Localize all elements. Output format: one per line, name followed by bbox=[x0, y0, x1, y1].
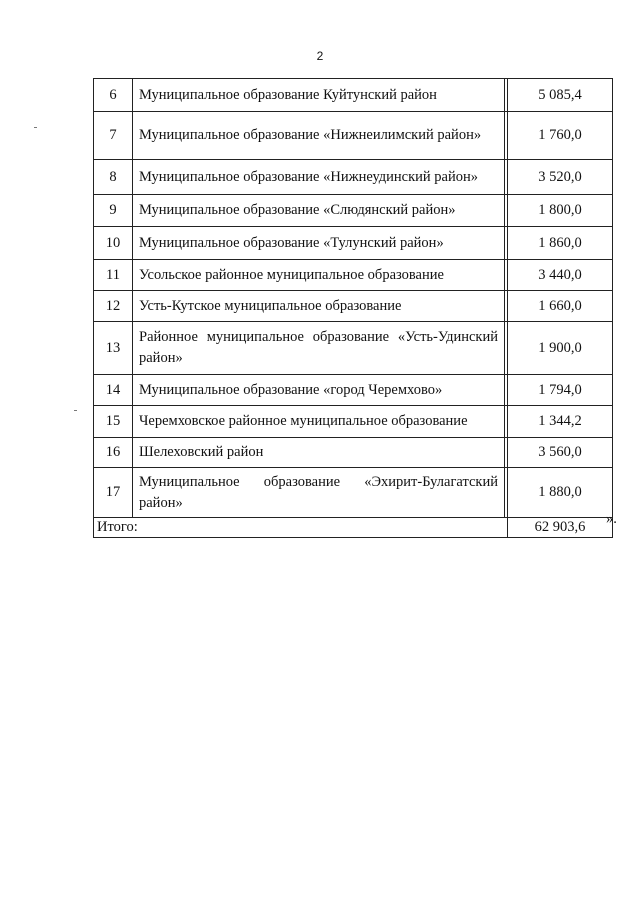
table-row bbox=[94, 322, 613, 375]
amount-value: 1 900,0 bbox=[508, 322, 613, 375]
closing-quote-mark: ». bbox=[606, 511, 617, 527]
table-row bbox=[94, 160, 613, 195]
municipality-name: Муниципальное образование «Нижнеудинский район» bbox=[133, 160, 505, 195]
municipality-name: Муниципальное образование «Нижнеилимский район» bbox=[133, 112, 505, 160]
row-number: 10 bbox=[94, 227, 133, 260]
table-row bbox=[94, 112, 613, 160]
scan-speck bbox=[74, 410, 77, 411]
row-number: 16 bbox=[94, 438, 133, 468]
amount-value: 1 880,0 bbox=[508, 468, 613, 518]
total-amount: 62 903,6 bbox=[508, 518, 613, 538]
page-number: 2 bbox=[316, 49, 324, 63]
table-row bbox=[94, 79, 613, 112]
amount-value: 1 344,2 bbox=[508, 406, 613, 438]
municipality-name: Районное муниципальное образование «Усть-Удинский район» bbox=[133, 322, 505, 375]
amount-value: 1 800,0 bbox=[508, 195, 613, 227]
municipality-name: Муниципальное образование «Эхирит-Булагатский район» bbox=[133, 468, 505, 518]
municipality-name: Муниципальное образование «Тулунский район» bbox=[133, 227, 505, 260]
amount-value: 1 794,0 bbox=[508, 375, 613, 406]
table-row bbox=[94, 438, 613, 468]
table-row bbox=[94, 227, 613, 260]
municipality-name: Усольское районное муниципальное образование bbox=[133, 260, 505, 291]
row-number: 9 bbox=[94, 195, 133, 227]
scan-speck bbox=[34, 127, 37, 128]
row-number: 8 bbox=[94, 160, 133, 195]
amount-value: 3 520,0 bbox=[508, 160, 613, 195]
table-row bbox=[94, 375, 613, 406]
row-number: 15 bbox=[94, 406, 133, 438]
amount-value: 1 760,0 bbox=[508, 112, 613, 160]
row-number: 12 bbox=[94, 291, 133, 322]
table-row bbox=[94, 291, 613, 322]
municipality-name: Муниципальное образование «город Черемхово» bbox=[133, 375, 505, 406]
amount-value: 3 440,0 bbox=[508, 260, 613, 291]
table-row bbox=[94, 406, 613, 438]
municipality-name: Черемховское районное муниципальное образование bbox=[133, 406, 505, 438]
amount-value: 1 660,0 bbox=[508, 291, 613, 322]
municipality-name: Усть-Кутское муниципальное образование bbox=[133, 291, 505, 322]
allocation-table bbox=[93, 78, 613, 538]
row-number: 7 bbox=[94, 112, 133, 160]
table-row bbox=[94, 195, 613, 227]
amount-value: 3 560,0 bbox=[508, 438, 613, 468]
row-number: 13 bbox=[94, 322, 133, 375]
amount-value: 5 085,4 bbox=[508, 79, 613, 112]
table-row bbox=[94, 260, 613, 291]
municipality-name: Муниципальное образование «Слюдянский район» bbox=[133, 195, 505, 227]
row-number: 6 bbox=[94, 79, 133, 112]
municipality-name: Муниципальное образование Куйтунский район bbox=[133, 79, 505, 112]
row-number: 14 bbox=[94, 375, 133, 406]
row-number: 11 bbox=[94, 260, 133, 291]
total-label: Итого: bbox=[94, 518, 508, 538]
amount-value: 1 860,0 bbox=[508, 227, 613, 260]
row-number: 17 bbox=[94, 468, 133, 518]
total-row bbox=[94, 518, 613, 538]
municipality-name: Шелеховский район bbox=[133, 438, 505, 468]
table-row bbox=[94, 468, 613, 518]
